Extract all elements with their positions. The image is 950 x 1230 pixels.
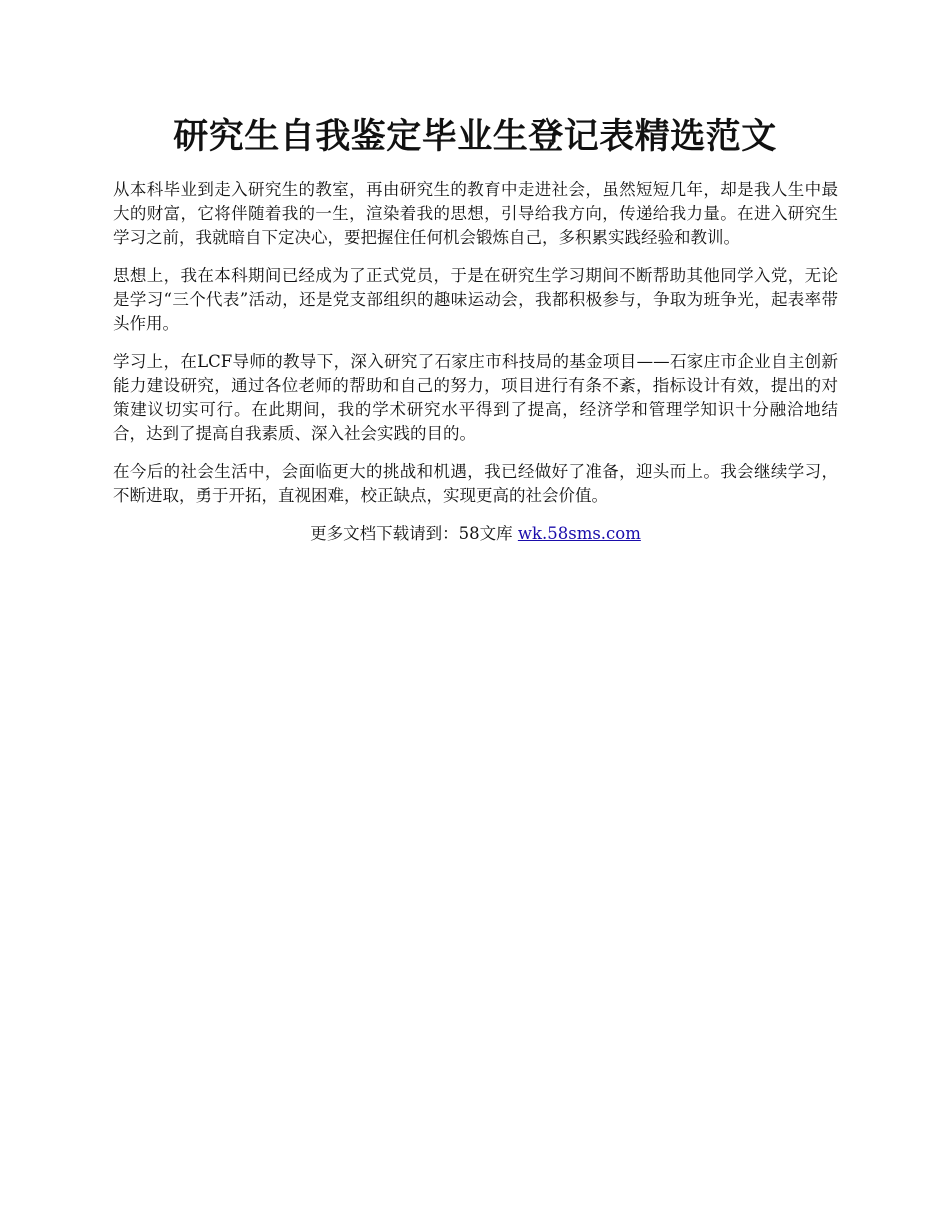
paragraph-future: 在今后的社会生活中，会面临更大的挑战和机遇，我已经做好了准备，迎头而上。我会继续学习，不断进取，勇于开拓，直视困难，校正缺点，实现更高的社会价值。 [113, 462, 838, 505]
download-footer [113, 522, 838, 546]
paragraph-ideology: 思想上，我在本科期间已经成为了正式党员，于是在研究生学习期间不断帮助其他同学入党，无论是学习“三个代表”活动，还是党支部组织的趣味运动会，我都积极参与，争取为班争光，起表率带头作用。 [113, 266, 838, 333]
paragraph-study: 学习上，在LCF导师的教导下，深入研究了石家庄市科技局的基金项目——石家庄市企业自主创新能力建设研究，通过各位老师的帮助和自己的努力，项目进行有条不紊，指标设计有效，提出的对策建议切实可行。在此期间，我的学术研究水平得到了提高，经济学和管理学知识十分融洽地结合，达到了提高自我素质、深入社会实践的目的。 [113, 352, 838, 443]
footer-text: 更多文档下载请到：58文库 [310, 524, 518, 543]
document-title: 研究生自我鉴定毕业生登记表精选范文 [173, 116, 777, 157]
paragraph-intro: 从本科毕业到走入研究生的教室，再由研究生的教育中走进社会，虽然短短几年，却是我人生中最大的财富，它将伴随着我的一生，渲染着我的思想，引导给我方向，传递给我力量。在进入研究生学习之前，我就暗自下定决心，要把握住任何机会锻炼自己，多积累实践经验和教训。 [113, 180, 838, 247]
document-body [113, 178, 838, 546]
footer-link[interactable]: wk.58sms.com [517, 524, 641, 543]
